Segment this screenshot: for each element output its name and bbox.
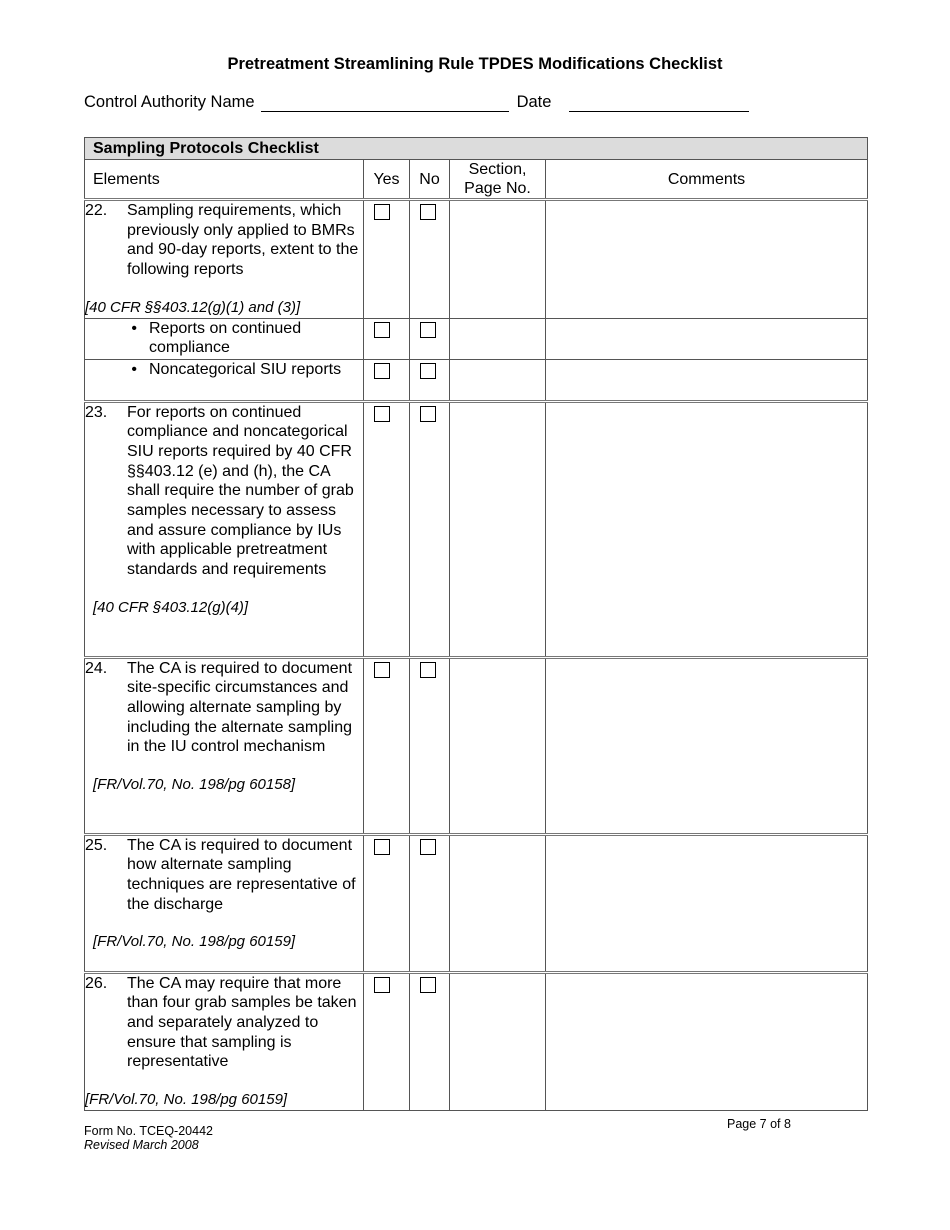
element-item [85,974,363,1073]
col-no: No [410,160,450,200]
section-title: Sampling Protocols Checklist [85,138,868,160]
col-section-page [450,160,546,200]
item-number: 23. [85,403,108,421]
revised-date: Revised March 2008 [84,1138,199,1152]
item-text: The CA may require that more than four grab samples be taken and separately analyzed to ensure that sampling is representative [127,974,357,1071]
sampling-protocols-table [84,137,868,1111]
comments-cell[interactable] [546,200,868,319]
bullet-text: Noncategorical SIU reports [149,360,342,378]
item-text: The CA is required to document site-specific circumstances and allowing alternate sampling by including the alternate sampling in the IU control mechanism [127,659,353,756]
bullet-icon: • [131,360,137,378]
col-section-line1: Section, [468,161,527,178]
table-row [85,359,868,401]
section-page-cell[interactable] [450,657,546,834]
no-checkbox[interactable] [420,977,436,993]
section-page-cell[interactable] [450,359,546,401]
section-page-cell[interactable] [450,200,546,319]
item-number: 24. [85,659,108,677]
item-text: Sampling requirements, which previously only applied to BMRs and 90-day reports, extent to the following reports [127,202,359,279]
column-header-row [85,160,868,200]
control-authority-name-field[interactable] [261,94,509,112]
table-row [85,834,868,972]
date-field[interactable] [569,94,749,112]
no-checkbox[interactable] [420,204,436,220]
form-info [84,1124,213,1152]
no-checkbox[interactable] [420,406,436,422]
element-item [85,201,363,280]
comments-cell[interactable] [546,972,868,1110]
item-number: 26. [85,974,108,992]
bullet-text: Reports on continued compliance [149,319,302,357]
page-number: Page 7 of 8 [727,1117,791,1131]
item-reference: [40 CFR §§403.12(g)(1) and (3)] [85,298,301,316]
section-page-cell[interactable] [450,834,546,972]
no-checkbox[interactable] [420,363,436,379]
section-page-cell[interactable] [450,972,546,1110]
yes-checkbox[interactable] [374,977,390,993]
form-number: Form No. TCEQ-20442 [84,1124,213,1138]
element-item [85,659,363,758]
comments-cell[interactable] [546,359,868,401]
element-item [85,836,363,915]
comments-cell[interactable] [546,401,868,657]
yes-checkbox[interactable] [374,204,390,220]
table-row [85,318,868,359]
yes-checkbox[interactable] [374,839,390,855]
item-text: The CA is required to document how alternate sampling techniques are representative of the discharge [127,836,356,913]
comments-cell[interactable] [546,834,868,972]
col-comments: Comments [546,160,868,200]
comments-cell[interactable] [546,318,868,359]
date-label: Date [516,93,552,111]
section-page-cell[interactable] [450,318,546,359]
no-checkbox[interactable] [420,322,436,338]
yes-checkbox[interactable] [374,662,390,678]
comments-cell[interactable] [546,657,868,834]
table-row [85,200,868,319]
bullet-icon: • [131,319,137,337]
control-authority-row [84,93,749,112]
item-text: For reports on continued compliance and noncategorical SIU reports required by 40 CFR §§403.12 (e) and (h), the CA shall require the number of grab samples necessary to assess and assure compliance by IUs with applicable pretreatment standards and requirements [127,403,354,579]
page-title: Pretreatment Streamlining Rule TPDES Modifications Checklist [227,55,723,73]
item-number: 25. [85,836,108,854]
item-reference: [FR/Vol.70, No. 198/pg 60159] [85,1091,288,1109]
item-reference: [FR/Vol.70, No. 198/pg 60159] [93,933,296,951]
element-item [85,403,363,580]
section-page-cell[interactable] [450,401,546,657]
yes-checkbox[interactable] [374,406,390,422]
item-reference: [40 CFR §403.12(g)(4)] [93,598,249,616]
bullet-item [85,319,363,358]
item-reference: [FR/Vol.70, No. 198/pg 60158] [93,776,296,794]
no-checkbox[interactable] [420,839,436,855]
col-yes: Yes [364,160,410,200]
table-row [85,657,868,834]
bullet-item [85,360,363,380]
yes-checkbox[interactable] [374,363,390,379]
col-section-line2: Page No. [464,180,531,197]
control-authority-label: Control Authority Name [84,93,255,111]
yes-checkbox[interactable] [374,322,390,338]
table-row [85,972,868,1110]
item-number: 22. [85,202,108,219]
no-checkbox[interactable] [420,662,436,678]
col-elements: Elements [85,160,364,200]
table-row [85,401,868,657]
